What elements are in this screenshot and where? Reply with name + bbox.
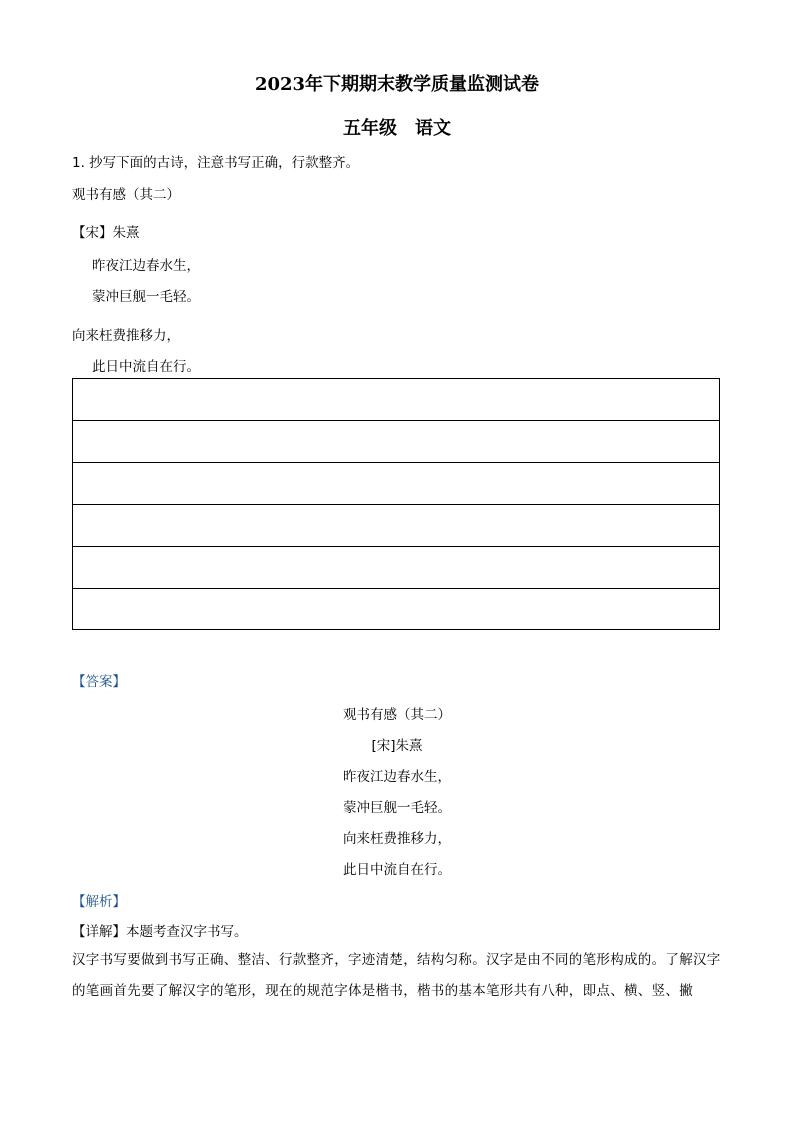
writing-row[interactable]	[73, 589, 719, 631]
writing-grid[interactable]	[72, 378, 720, 630]
poem-line-2: 蒙冲巨舰一毛轻。	[92, 289, 200, 305]
analysis-tag: 【解析】	[72, 894, 126, 910]
exam-subtitle: 五年级 语文	[343, 118, 451, 139]
answer-tag: 【答案】	[72, 674, 126, 690]
analysis-paragraph: 汉字书写要做到书写正确、整洁、行款整齐，字迹清楚，结构匀称。汉字是由不同的笔形构成的。了解汉字的笔画首先要了解汉字的笔形，现在的规范字体是楷书，楷书的基本笔形共有八种，即点、横、竖、撇	[72, 952, 721, 999]
answer-line-2: 蒙冲巨舰一毛轻。	[343, 800, 451, 816]
writing-row[interactable]	[73, 421, 719, 463]
detail-text: 本题考查汉字书写。	[126, 924, 248, 940]
poem-line-4: 此日中流自在行。	[92, 359, 200, 375]
answer-author: [宋]朱熹	[371, 738, 423, 754]
writing-row[interactable]	[73, 505, 719, 547]
poem-line-3: 向来枉费推移力，	[72, 328, 180, 344]
poem-line-1: 昨夜江边春水生，	[92, 258, 200, 274]
answer-line-3: 向来枉费推移力，	[343, 831, 451, 847]
answer-line-4: 此日中流自在行。	[343, 862, 451, 878]
writing-row[interactable]	[73, 379, 719, 421]
answer-line-1: 昨夜江边春水生，	[343, 769, 451, 785]
question-prompt: 1. 抄写下面的古诗，注意书写正确，行款整齐。	[72, 155, 360, 171]
answer-poem-title: 观书有感（其二）	[343, 707, 451, 723]
detail-tag: 【详解】	[72, 924, 126, 940]
detail-line	[72, 920, 248, 940]
poem-author: 【宋】朱熹	[72, 225, 140, 241]
writing-row[interactable]	[73, 547, 719, 589]
poem-title: 观书有感（其二）	[72, 187, 180, 203]
writing-row[interactable]	[73, 463, 719, 505]
exam-title: 2023年下期期末教学质量监测试卷	[254, 74, 540, 95]
